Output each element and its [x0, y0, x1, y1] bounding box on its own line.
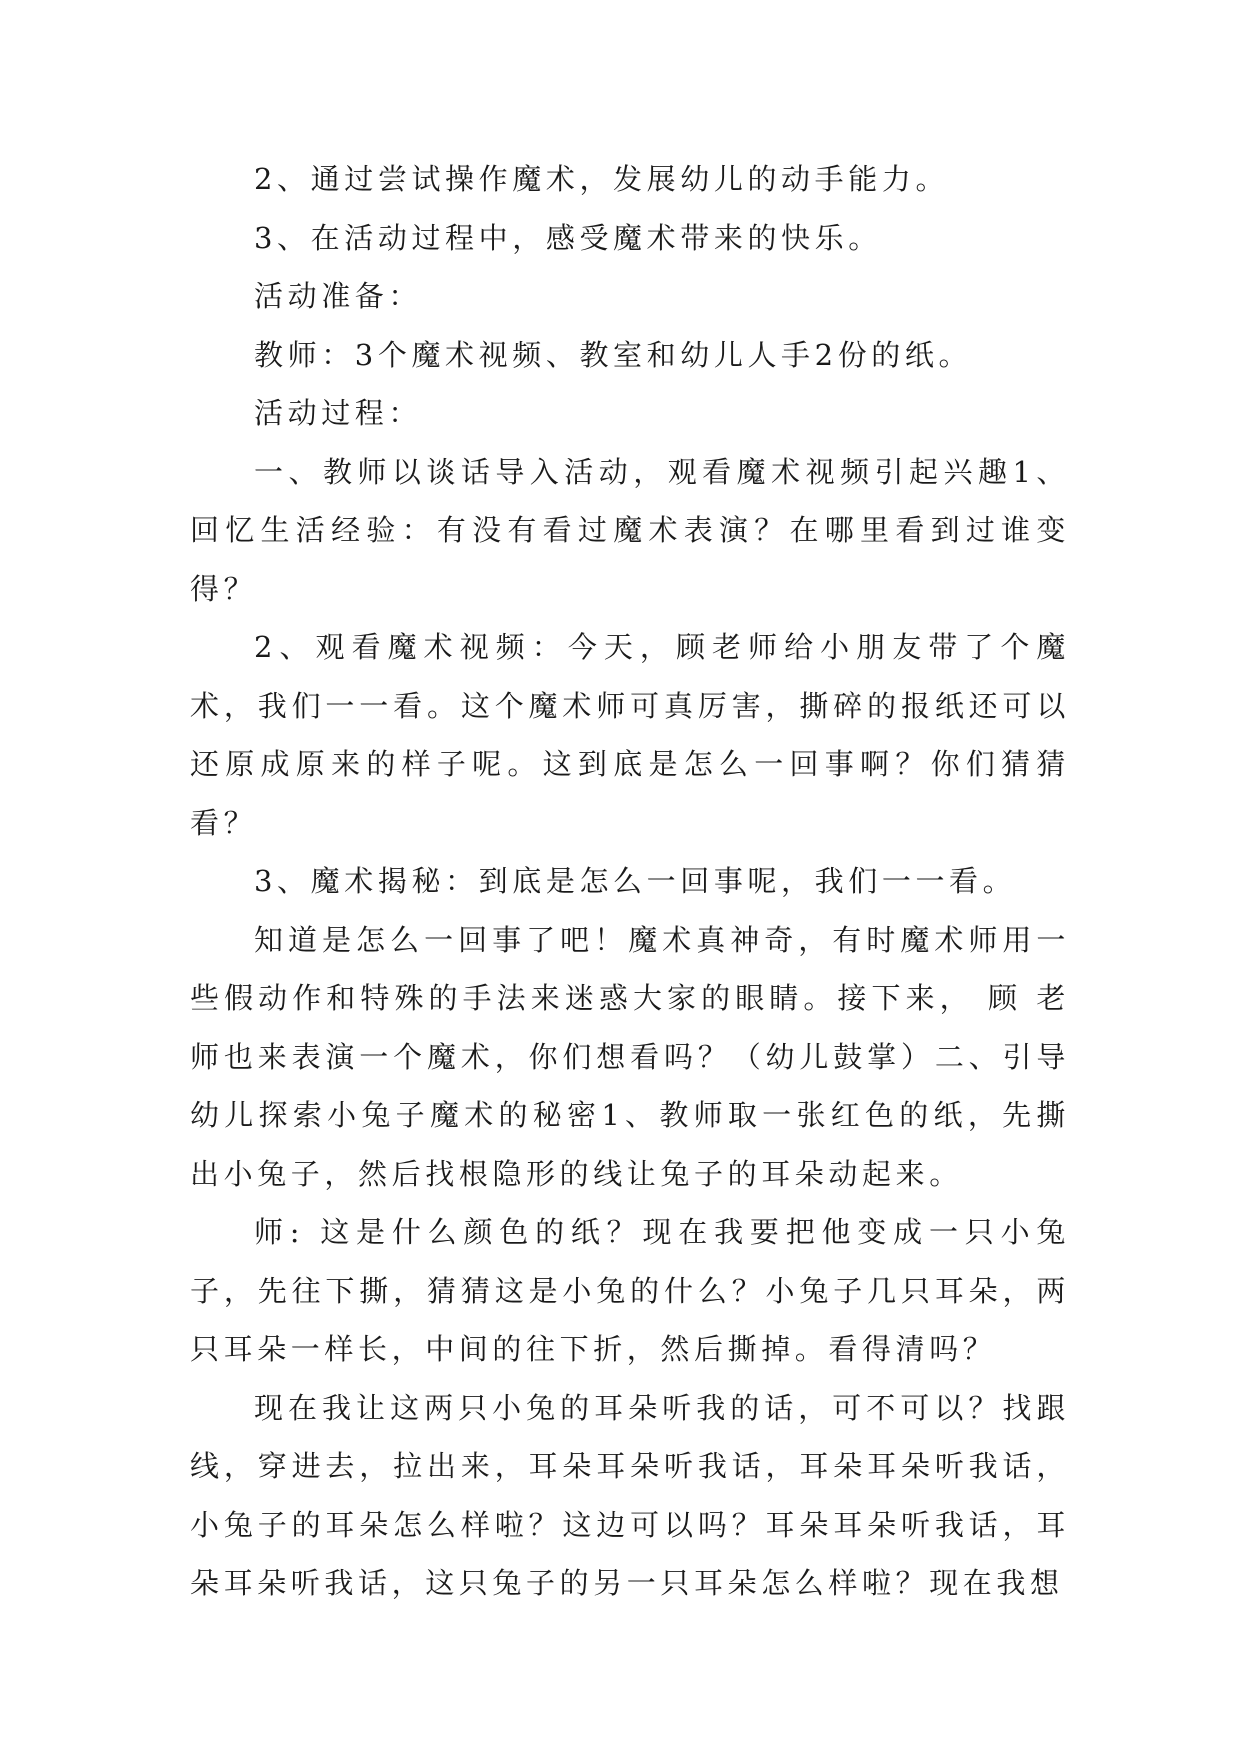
heading-activity-process: 活动过程： — [254, 396, 423, 430]
paragraph-objective-3: 3、在活动过程中，感受魔术带来的快乐。 — [254, 220, 882, 255]
paragraph-watch-video: 2、观看魔术视频：今天，顾老师给小朋友带了个魔术，我们一一看。这个魔术师可真厉害，撕碎的报纸还可以还原成原来的样子呢。这到底是怎么一回事啊？你们猜猜看？ — [190, 630, 1070, 840]
paragraph-objective-2: 2、通过尝试操作魔术，发展幼儿的动手能力。 — [254, 162, 950, 196]
paragraph-rabbit-ears: 现在我让这两只小兔的耳朵听我的话，可不可以？找跟线，穿进去，拉出来，耳朵耳朵听我话，耳朵耳朵听我话，小兔子的耳朵怎么样啦？这边可以吗？耳朵耳朵听我话，耳朵耳朵听我话，这只兔子的另一只耳朵怎么样啦？现在我想 — [190, 1390, 1070, 1600]
paragraph-step-one: 一、教师以谈话导入活动，观看魔术视频引起兴趣1、回忆生活经验：有没有看过魔术表演？在哪里看到过谁变得？ — [190, 454, 1070, 606]
heading-activity-preparation: 活动准备： — [254, 279, 423, 313]
paragraph-teacher-speech: 师: 这是什么颜色的纸？现在我要把他变成一只小兔子，先往下撕，猜猜这是小兔的什么？小兔子几只耳朵，两只耳朵一样长，中间的往下折，然后撕掉。看得清吗？ — [190, 1215, 1070, 1366]
document-body — [190, 150, 1070, 1613]
paragraph-teacher-materials: 教师：3个魔术视频、教室和幼儿人手2份的纸。 — [254, 337, 973, 372]
paragraph-explanation: 知道是怎么一回事了吧！魔术真神奇，有时魔术师用一些假动作和特殊的手法来迷惑大家的眼睛。接下来， 顾 老师也来表演一个魔术，你们想看吗？（幼儿鼓掌）二、引导幼儿探索小兔子魔术的秘密1、教师取一张红色的纸，先撕出小兔子，然后找根隐形的线让兔子的耳朵动起来。 — [190, 922, 1070, 1191]
paragraph-magic-reveal: 3、魔术揭秘：到底是怎么一回事呢，我们一一看。 — [254, 864, 1017, 898]
